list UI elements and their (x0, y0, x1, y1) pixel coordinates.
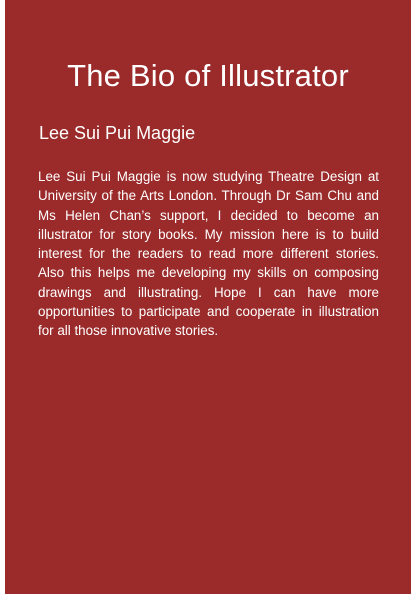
illustrator-name: Lee Sui Pui Maggie (39, 123, 196, 143)
bio-page (5, 0, 411, 594)
bio-paragraph: Lee Sui Pui Maggie is now studying Theatre Design at University of the Arts London. Through Dr Sam Chu and Ms Helen Chan’s support, I decided to become an illustrator for story books. My mission here is to build interest for the readers to read more different stories. Also this helps me developing my skills on composing drawings and illustrating. Hope I can have more opportunities to participate and cooperate in illustration for all those innovative stories. (38, 169, 379, 339)
page-title: The Bio of Illustrator (67, 58, 349, 93)
